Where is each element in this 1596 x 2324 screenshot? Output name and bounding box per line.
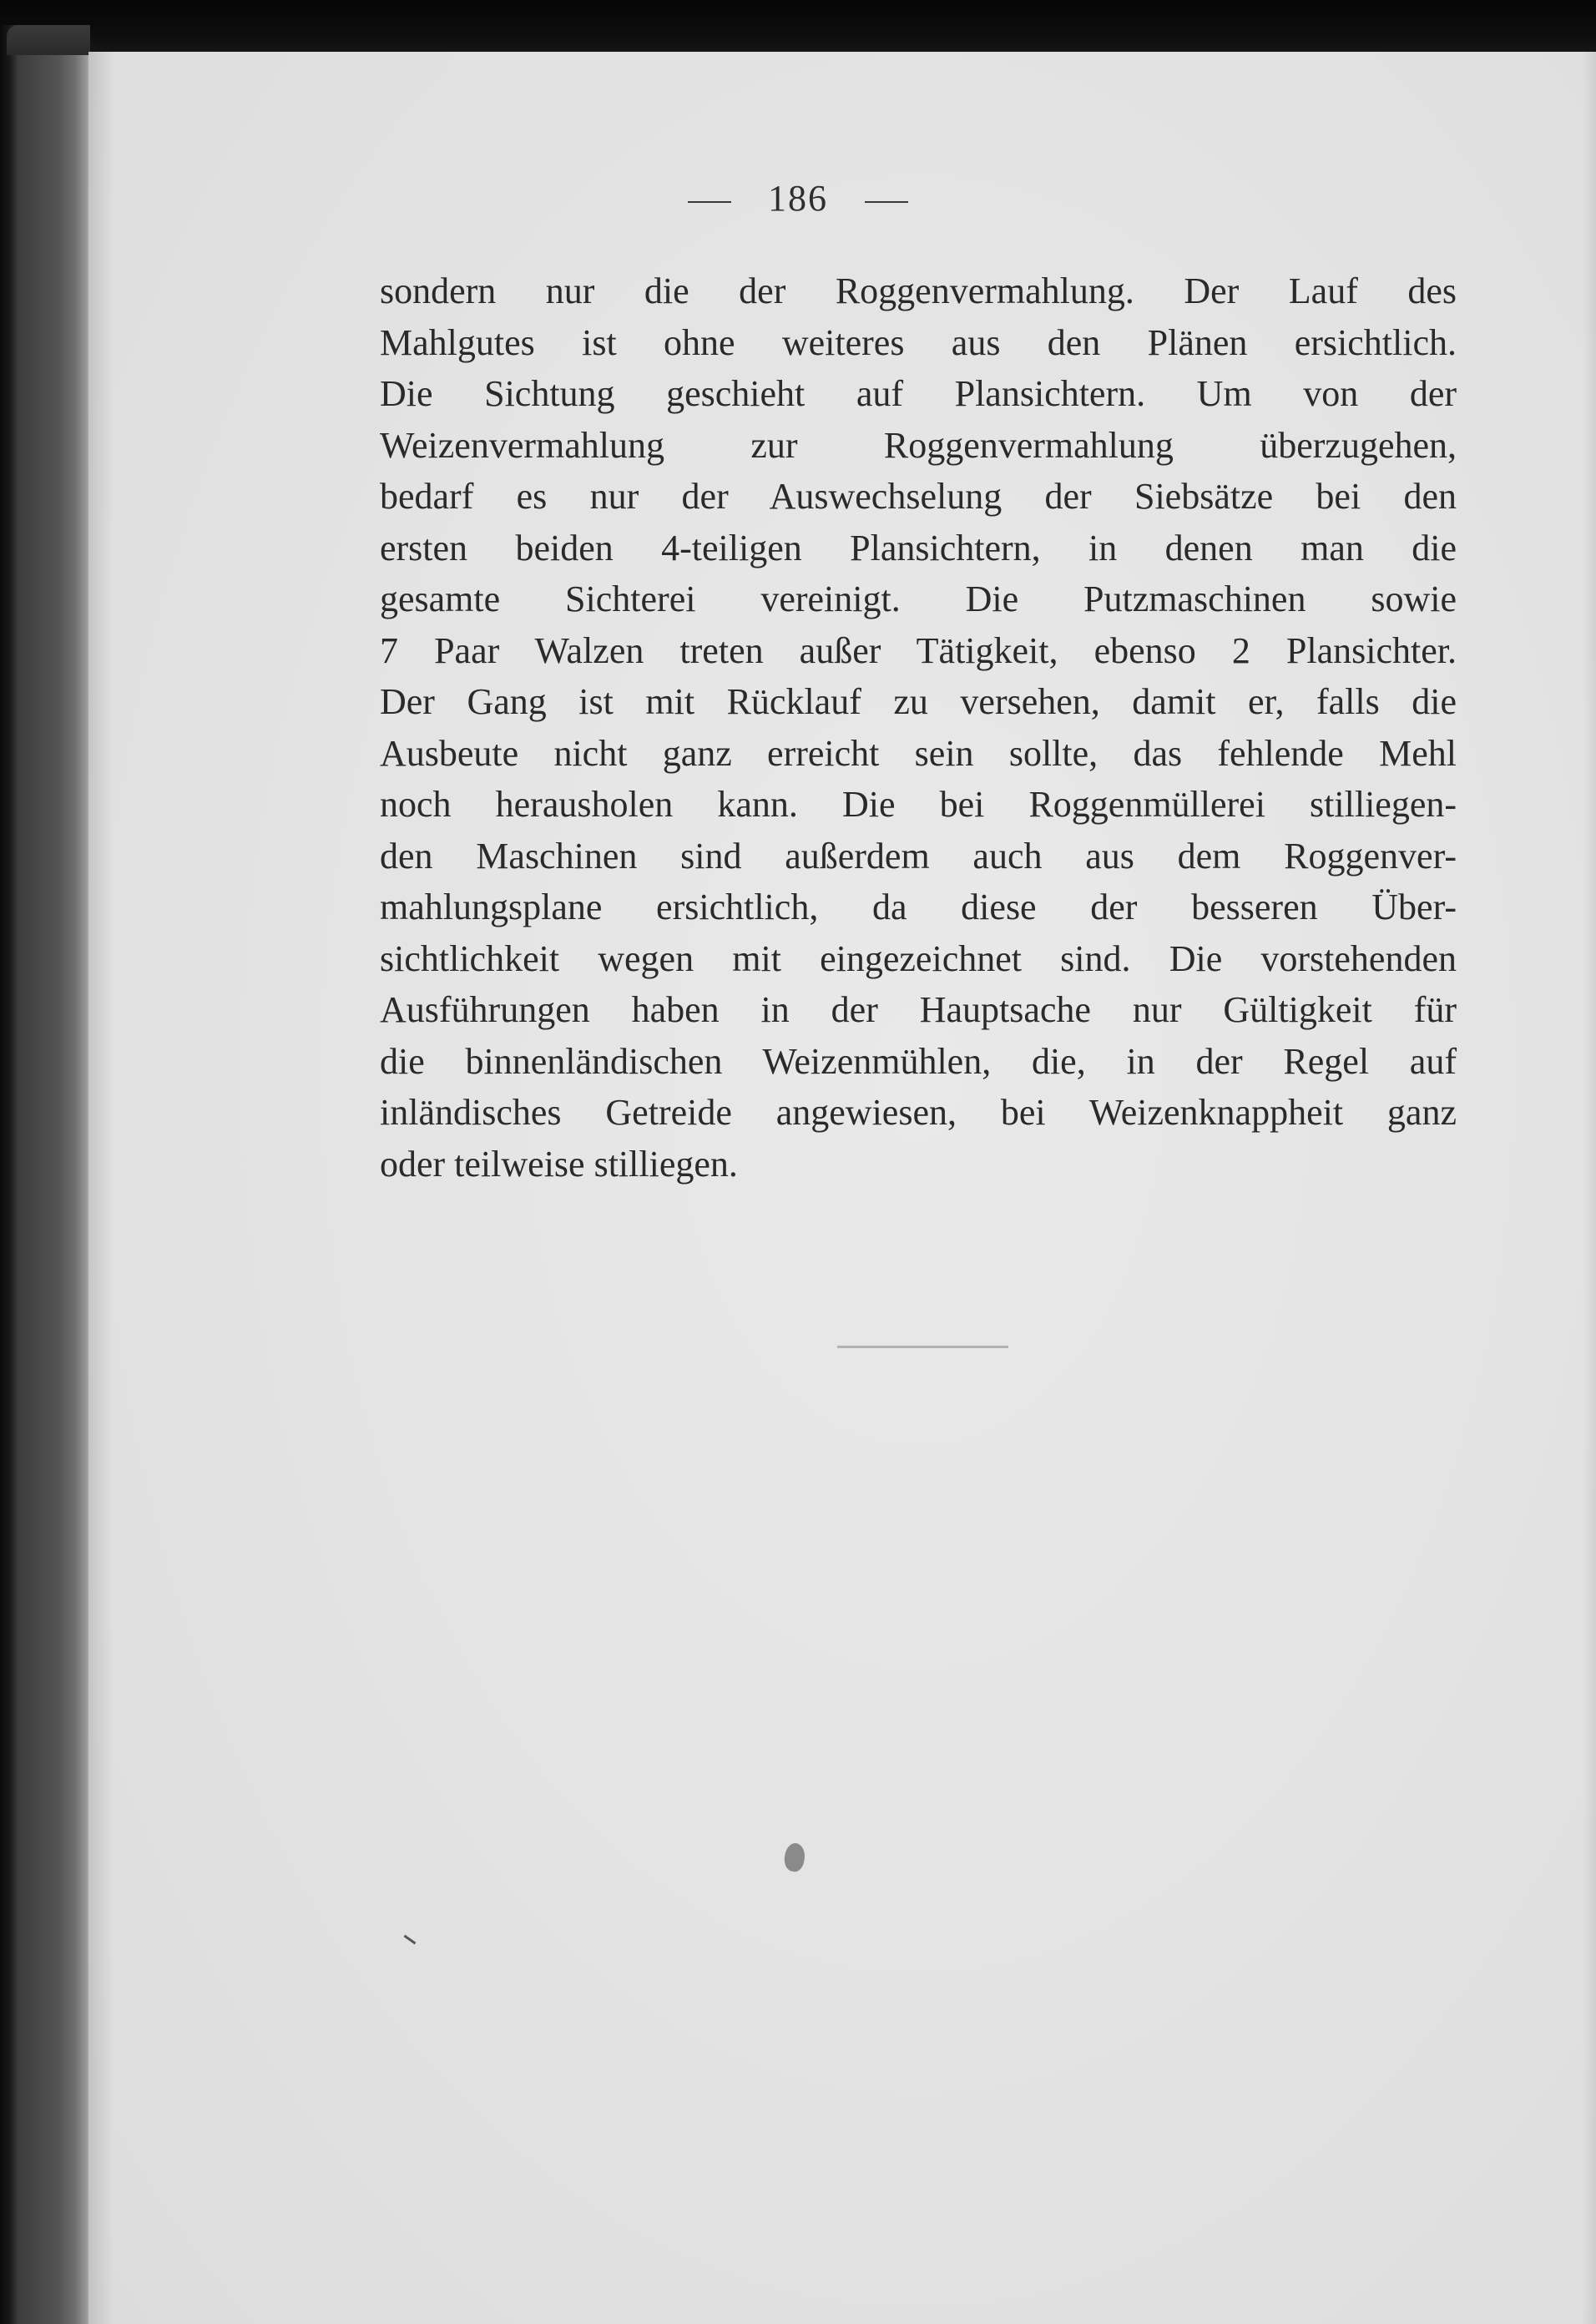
text-line: gesamte Sichterei vereinigt. Die Putzmaschinen sowie <box>380 578 1457 619</box>
text-line: Der Gang ist mit Rücklauf zu versehen, damit er, falls die <box>380 681 1457 722</box>
page-edge-shadow <box>1583 52 1596 2324</box>
book-binding-edge <box>0 25 90 2324</box>
header-dash-right <box>865 201 908 203</box>
text-line: Mahlgutes ist ohne weiteres aus den Plänen ersichtlich. <box>380 321 1457 363</box>
text-line: den Maschinen sind außerdem auch aus dem Roggenver- <box>380 835 1457 877</box>
text-line: Die Sichtung geschieht auf Plansichtern. Um von der <box>380 373 1457 414</box>
text-line: inländisches Getreide angewiesen, bei Weizenknappheit ganz <box>380 1092 1457 1133</box>
page-number: 186 <box>768 178 828 219</box>
text-line: sichtlichkeit wegen mit eingezeichnet sind. Die vorstehenden <box>380 937 1457 979</box>
text-line: Ausführungen haben in der Hauptsache nur Gültigkeit für <box>380 989 1457 1030</box>
header-dash-left <box>688 201 731 203</box>
text-line: die binnenländischen Weizenmühlen, die, in der Regel auf <box>380 1040 1457 1082</box>
section-separator-rule <box>837 1346 1008 1348</box>
text-line: sondern nur die der Roggenvermahlung. Der Lauf des <box>380 270 1457 311</box>
text-line: Ausbeute nicht ganz erreicht sein sollte, das fehlende Mehl <box>380 732 1457 774</box>
running-header <box>0 177 1596 220</box>
text-line: mahlungsplane ersichtlich, da diese der besseren Über- <box>380 887 1457 927</box>
scan-top-border <box>0 0 1596 52</box>
book-binding-corner <box>7 25 90 55</box>
text-line: noch herausholen kann. Die bei Roggenmüllerei stilliegen- <box>380 784 1457 825</box>
body-paragraph <box>380 265 1457 1190</box>
text-line: bedarf es nur der Auswechselung der Siebsätze bei den <box>380 476 1457 517</box>
text-line-last: oder teilweise stilliegen. <box>380 1143 738 1185</box>
page-gutter-shadow <box>88 52 114 2324</box>
text-line: Weizenvermahlung zur Roggenvermahlung überzugehen, <box>380 424 1457 466</box>
text-line: 7 Paar Walzen treten außer Tätigkeit, ebenso 2 Plansichter. <box>380 629 1457 671</box>
text-line: ersten beiden 4-teiligen Plansichtern, in denen man die <box>380 527 1457 568</box>
